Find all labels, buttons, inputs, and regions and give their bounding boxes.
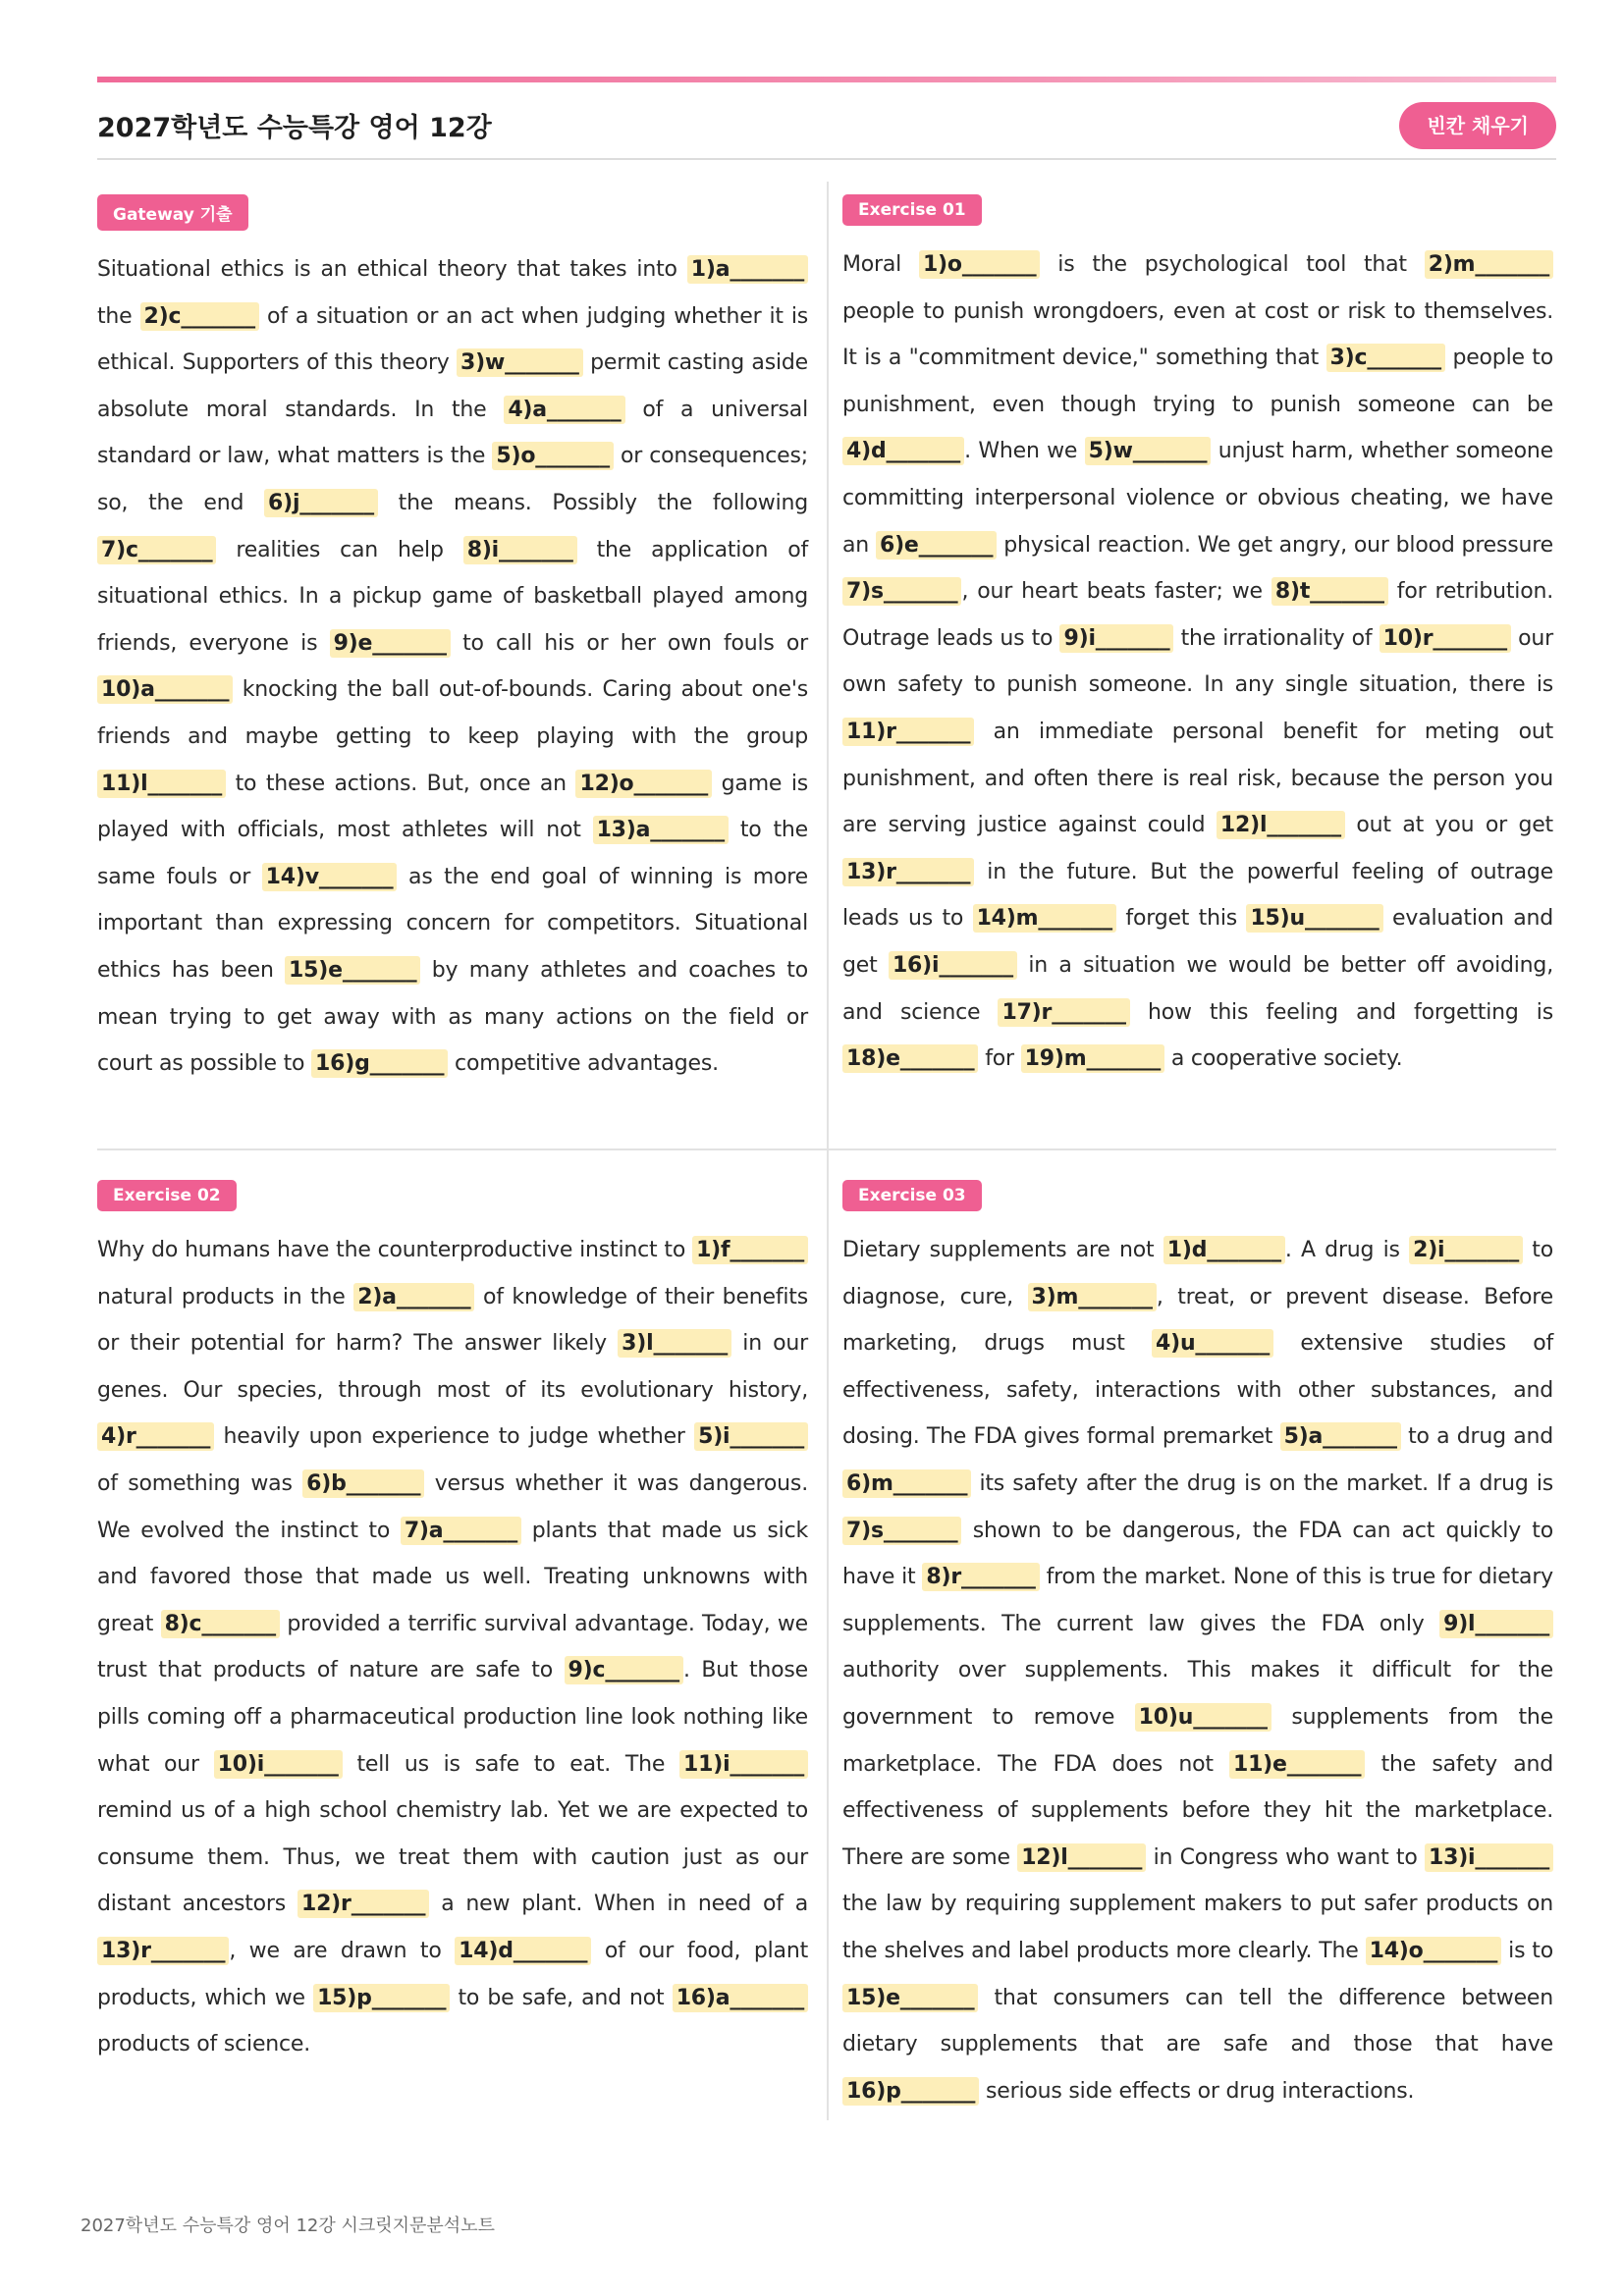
passage-run: , our heart beats faster; we <box>961 579 1271 605</box>
passage-run: . A drug is <box>1284 1238 1410 1262</box>
passage-text <box>842 241 1553 1083</box>
fill-blank[interactable]: 12)o_______ <box>575 770 712 798</box>
fill-blank[interactable]: 7)s_______ <box>842 1517 961 1545</box>
fill-blank[interactable]: 7)a_______ <box>401 1517 521 1545</box>
fill-blank[interactable]: 4)a_______ <box>504 396 624 424</box>
passage-run: of our food, plant products, which we <box>97 1938 808 2010</box>
passage-run: knocking the ball out-of-bounds. Caring about one's friends and maybe getting to keep playing with the group <box>97 677 808 749</box>
passage-run: the safety and effectiveness of supplements before they hit the marketplace. There are some <box>842 1751 1553 1870</box>
fill-blank[interactable]: 10)u_______ <box>1135 1703 1271 1732</box>
passage-run: permit casting aside absolute moral standards. In the <box>97 350 808 422</box>
passage-run: to diagnose, cure, <box>842 1238 1553 1309</box>
fill-blank[interactable]: 6)b_______ <box>302 1469 424 1498</box>
passage-run: our own safety to punish someone. In any single situation, there is <box>842 625 1553 698</box>
passage-run: is to <box>1501 1938 1553 1963</box>
fill-blank[interactable]: 13)r_______ <box>97 1937 229 1965</box>
fill-blank[interactable]: 11)e_______ <box>1229 1750 1365 1779</box>
passage-run: the means. Possibly the following <box>377 490 808 515</box>
passage-run: people to punish wrongdoers, even at cost or risk to themselves. It is a "commitment device," something that <box>842 298 1553 371</box>
fill-blank[interactable]: 8)i_______ <box>463 536 577 564</box>
passage-run: Moral <box>842 252 919 277</box>
passage-run: products of science. <box>97 2032 311 2057</box>
fill-blank[interactable]: 17)r_______ <box>998 998 1129 1027</box>
fill-blank[interactable]: 2)a_______ <box>353 1283 474 1311</box>
fill-blank[interactable]: 10)r_______ <box>1380 624 1511 653</box>
fill-blank[interactable]: 15)e_______ <box>842 1984 978 2012</box>
passage-run: natural products in the <box>97 1284 354 1309</box>
passage-run: provided a terrific survival advantage. Today, we trust that products of nature are safe to <box>97 1611 809 1683</box>
passage-run: physical reaction. We get angry, our blood pressure <box>997 532 1553 558</box>
passage-run: in a situation we would be better off avoiding, and science <box>842 952 1553 1025</box>
fill-blank[interactable]: 14)m_______ <box>973 904 1116 933</box>
fill-blank[interactable]: 6)m_______ <box>842 1469 971 1498</box>
fill-blank-mode-button[interactable]: 빈칸 채우기 <box>1399 102 1556 149</box>
passage-run: of a situation or an act when judging whether it is ethical. Supporters of this theory <box>97 303 808 376</box>
passage-run: evaluation and get <box>842 906 1553 978</box>
passage-run: remind us of a high school chemistry lab. Yet we are expected to consume them. Thus, we treat them with caution just as our distant ancestors <box>97 1798 808 1917</box>
passage-run: of knowledge of their benefits or their potential for harm? The answer likely <box>97 1284 808 1357</box>
passage-run: to these actions. But, once an <box>226 771 576 796</box>
fill-blank[interactable]: 1)f_______ <box>692 1236 808 1264</box>
top-accent-bar <box>97 77 1556 82</box>
fill-blank[interactable]: 14)d_______ <box>455 1937 591 1965</box>
fill-blank[interactable]: 4)r_______ <box>97 1422 214 1451</box>
passage-run: or consequences; so, the end <box>97 444 808 515</box>
section-badge: Exercise 01 <box>842 194 982 226</box>
passage-run: in our genes. Our species, through most of its evolutionary history, <box>97 1331 808 1403</box>
fill-blank[interactable]: 16)p_______ <box>842 2077 979 2106</box>
passage-run: game is played with officials, most athletes will not <box>97 771 809 843</box>
passage-text <box>842 1227 1553 2114</box>
passage-run: authority over supplements. This makes it difficult for the government to remove <box>842 1658 1553 1730</box>
header-divider <box>97 158 1556 160</box>
fill-blank[interactable]: 7)c_______ <box>97 536 216 564</box>
passage-run: realities can help <box>216 537 463 562</box>
passage-run: a new plant. When in need of a <box>429 1892 808 1917</box>
fill-blank[interactable]: 1)o_______ <box>919 250 1040 279</box>
fill-blank[interactable]: 3)m_______ <box>1028 1283 1157 1311</box>
fill-blank[interactable]: 7)s_______ <box>842 577 961 606</box>
fill-blank[interactable]: 12)l_______ <box>1017 1843 1146 1872</box>
passage-run: , treat, or prevent disease. Before marketing, drugs must <box>842 1284 1553 1357</box>
section-badge: Exercise 03 <box>842 1180 982 1211</box>
passage-run: Why do humans have the counterproductive instinct to <box>97 1238 693 1262</box>
fill-blank[interactable]: 15)p_______ <box>313 1984 450 2012</box>
passage-run: by many athletes and coaches to mean trying to get away with as many actions on the field or court as possible to <box>97 957 808 1077</box>
fill-blank[interactable]: 5)a_______ <box>1280 1422 1401 1451</box>
fill-blank[interactable]: 6)e_______ <box>876 531 997 560</box>
fill-blank[interactable]: 2)c_______ <box>140 302 259 331</box>
fill-blank[interactable]: 10)i_______ <box>214 1750 343 1779</box>
fill-blank[interactable]: 13)i_______ <box>1425 1843 1553 1872</box>
passage-run: of something was <box>97 1470 303 1496</box>
passage-run: from the market. None of this is true for dietary supplements. The current law gives the FDA only <box>842 1565 1553 1636</box>
passage-run: the law by requiring supplement makers to put safer products on the shelves and label products more clearly. The <box>842 1892 1553 1963</box>
page-footer: 2027학년도 수능특강 영어 12강 시크릿지문분석노트 <box>81 2216 495 2236</box>
passage-run: heavily upon experience to judge whether <box>214 1424 695 1450</box>
passage-run: for <box>978 1046 1021 1072</box>
passage-run: to a drug and <box>1400 1424 1553 1450</box>
passage-run: to call his or her own fouls or <box>450 630 809 656</box>
passage-run: as the end goal of winning is more important than expressing concern for competitors. Situational ethics has been <box>97 864 808 983</box>
fill-blank[interactable]: 13)a_______ <box>593 816 729 844</box>
fill-blank[interactable]: 16)g_______ <box>311 1049 448 1078</box>
column-divider <box>827 182 829 2120</box>
passage-run: an immediate personal benefit for meting out punishment, and often there is real risk, because the person you are serving justice against could <box>842 719 1553 838</box>
passage-run: Dietary supplements are not <box>842 1238 1163 1262</box>
passage-run: tell us is safe to eat. The <box>342 1751 679 1777</box>
fill-blank[interactable]: 12)r_______ <box>298 1890 429 1918</box>
passage-run: is the psychological tool that <box>1040 252 1425 277</box>
passage-run: serious side effects or drug interactions. <box>979 2078 1415 2104</box>
fill-blank[interactable]: 4)d_______ <box>842 437 964 465</box>
fill-blank[interactable]: 4)u_______ <box>1152 1329 1273 1358</box>
fill-blank[interactable]: 8)r_______ <box>922 1563 1039 1591</box>
passage-run: out at you or get <box>1344 813 1553 838</box>
fill-blank[interactable]: 11)l_______ <box>97 770 226 798</box>
row-divider <box>97 1148 1556 1150</box>
fill-blank[interactable]: 3)c_______ <box>1326 344 1445 372</box>
page-title: 2027학년도 수능특강 영어 12강 <box>97 113 492 143</box>
fill-blank[interactable]: 19)m_______ <box>1021 1044 1164 1073</box>
fill-blank[interactable]: 12)l_______ <box>1217 811 1345 839</box>
passage-run: competitive advantages. <box>448 1051 719 1077</box>
passage-run: in the future. But the powerful feeling of outrage leads us to <box>842 859 1553 932</box>
passage-run: the irrationality of <box>1173 625 1380 651</box>
fill-blank[interactable]: 3)l_______ <box>618 1329 731 1358</box>
fill-blank[interactable]: 13)r_______ <box>842 858 974 886</box>
fill-blank[interactable]: 14)v_______ <box>262 863 398 891</box>
fill-blank[interactable]: 1)a_______ <box>687 255 808 284</box>
passage-run: in Congress who want to <box>1146 1844 1425 1870</box>
passage-run: how this feeling and forgetting is <box>1129 999 1553 1025</box>
passage-run: the application of situational ethics. In a pickup game of basketball played among friends, everyone is <box>97 537 809 656</box>
section-badge: Gateway 기출 <box>97 194 248 231</box>
passage-run: plants that made us sick and favored those that made us well. Treating unknowns with great <box>97 1518 808 1636</box>
fill-blank[interactable]: 9)l_______ <box>1439 1610 1553 1638</box>
fill-blank[interactable]: 8)c_______ <box>161 1610 280 1638</box>
fill-blank[interactable]: 15)e_______ <box>285 956 420 985</box>
passage-run: to be safe, and not <box>450 1985 673 2010</box>
section-exercise-01 <box>842 194 1553 1083</box>
section-exercise-03 <box>842 1180 1553 2114</box>
passage-run: extensive studies of effectiveness, safety, interactions with other substances, and dosing. The FDA gives formal premarket <box>842 1331 1553 1450</box>
passage-run: its safety after the drug is on the market. If a drug is <box>971 1470 1553 1496</box>
passage-run: to the same fouls or <box>97 818 808 889</box>
fill-blank[interactable]: 9)e_______ <box>330 629 451 658</box>
passage-run: for retribution. Outrage leads us to <box>842 579 1553 651</box>
fill-blank[interactable]: 2)m_______ <box>1425 250 1553 279</box>
passage-run: the <box>97 303 140 329</box>
fill-blank[interactable]: 2)i_______ <box>1409 1236 1523 1264</box>
fill-blank[interactable]: 9)i_______ <box>1059 624 1173 653</box>
page-header <box>97 102 1556 157</box>
passage-run: supplements from the marketplace. The FDA does not <box>842 1704 1554 1777</box>
fill-blank[interactable]: 16)a_______ <box>673 1984 808 2012</box>
fill-blank[interactable]: 11)i_______ <box>679 1750 808 1779</box>
passage-run: of a universal standard or law, what matters is the <box>97 397 808 469</box>
passage-run: forget this <box>1115 906 1247 932</box>
fill-blank[interactable]: 16)i_______ <box>889 951 1017 980</box>
passage-run: . When we <box>964 439 1085 464</box>
fill-blank[interactable]: 14)o_______ <box>1366 1937 1502 1965</box>
passage-run: shown to be dangerous, the FDA can act quickly to have it <box>842 1518 1553 1590</box>
fill-blank[interactable]: 3)w_______ <box>457 348 583 377</box>
passage-run: , we are drawn to <box>229 1938 456 1963</box>
fill-blank[interactable]: 11)r_______ <box>842 718 974 746</box>
passage-run: a cooperative society. <box>1164 1046 1403 1072</box>
fill-blank[interactable]: 6)j_______ <box>264 489 378 517</box>
fill-blank[interactable]: 10)a_______ <box>97 675 233 704</box>
section-gateway <box>97 194 808 1088</box>
fill-blank[interactable]: 18)e_______ <box>842 1044 978 1073</box>
passage-text <box>97 246 808 1088</box>
fill-blank[interactable]: 15)u_______ <box>1246 904 1382 933</box>
passage-run: Situational ethics is an ethical theory that takes into <box>97 257 687 282</box>
section-badge: Exercise 02 <box>97 1180 237 1211</box>
passage-run: versus whether it was dangerous. We evolved the instinct to <box>97 1470 808 1543</box>
passage-run: people to punishment, even though trying to punish someone can be <box>842 346 1553 417</box>
passage-run: . But those pills coming off a pharmaceutical production line look nothing like what our <box>97 1658 809 1777</box>
passage-text <box>97 1227 808 2068</box>
passage-run: that consumers can tell the difference between dietary supplements that are safe and those that have <box>842 1985 1553 2057</box>
fill-blank[interactable]: 5)w_______ <box>1085 437 1212 465</box>
fill-blank[interactable]: 5)o_______ <box>492 442 613 470</box>
fill-blank[interactable]: 8)t_______ <box>1271 577 1388 606</box>
fill-blank[interactable]: 1)d_______ <box>1163 1236 1285 1264</box>
fill-blank[interactable]: 9)c_______ <box>565 1656 683 1684</box>
passage-run: unjust harm, whether someone committing interpersonal violence or obvious cheating, we have an <box>842 439 1553 558</box>
section-exercise-02 <box>97 1180 808 2068</box>
fill-blank[interactable]: 5)i_______ <box>694 1422 808 1451</box>
